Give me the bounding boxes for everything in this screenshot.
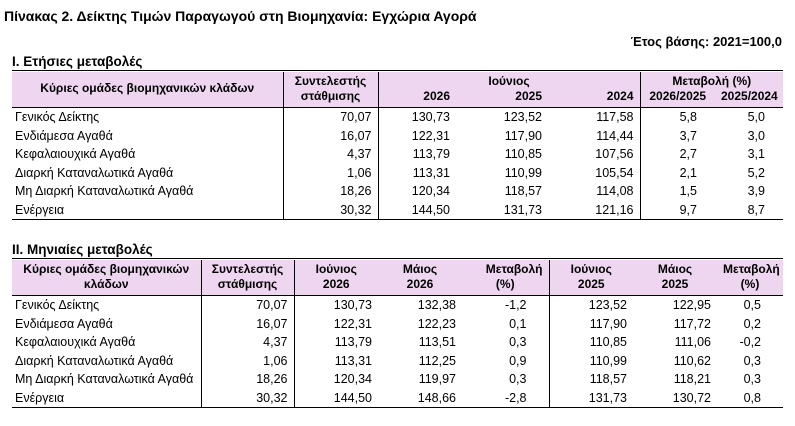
col-header-change: Μεταβολή (%) [640, 72, 783, 89]
change-cell: 0,2 [743, 316, 761, 331]
col-header-group: Κύριες ομάδες βιομηχανικών κλάδων [12, 72, 283, 108]
change-cell: 0,9 [509, 353, 527, 368]
table-row [12, 370, 783, 389]
table-row [12, 389, 783, 408]
index-cell: 118,57 [504, 184, 542, 198]
table-row [12, 352, 783, 371]
change-cell: 8,7 [715, 201, 783, 220]
index-cell: 114,44 [596, 128, 634, 143]
index-cell: 131,73 [456, 201, 548, 220]
index-cell: 144,50 [294, 389, 378, 408]
monthly-header-row-1 [12, 260, 783, 277]
annual-top-rule [12, 70, 783, 71]
index-cell: 123,52 [549, 296, 633, 315]
row-label: Ενέργεια [12, 389, 201, 408]
change-cell: -2,8 [462, 389, 549, 408]
annual-table [12, 72, 783, 220]
change-cell: 0,1 [509, 316, 527, 331]
index-cell: 110,99 [549, 352, 633, 371]
col-header-change-period: 2026/2025 [640, 89, 715, 108]
col-header-may: Μάιος [633, 260, 717, 277]
change-cell: 0,3 [743, 353, 761, 368]
col-header-weight: Συντελεστής [201, 260, 294, 277]
weight-cell: 18,26 [201, 370, 294, 389]
col-header-year: 2025 [549, 277, 633, 296]
index-cell: 112,25 [418, 353, 456, 368]
index-cell: 119,97 [418, 372, 456, 386]
col-header-may: Μάιος [378, 260, 462, 277]
weight-cell: 1,06 [283, 164, 378, 183]
row-label: Ενδιάμεσα Αγαθά [15, 128, 113, 143]
annual-section-heading: I. Ετήσιες μεταβολές [12, 54, 143, 69]
index-cell: 120,34 [378, 182, 456, 201]
table-row [12, 127, 783, 146]
index-cell: 122,31 [378, 127, 456, 146]
col-header-year: 2025 [456, 89, 548, 108]
index-cell: 105,54 [595, 165, 634, 180]
base-year-note: Έτος βάσης: 2021=100,0 [630, 34, 782, 49]
change-cell: 5,2 [747, 165, 765, 180]
table-row [12, 315, 783, 334]
index-cell: 123,52 [503, 110, 542, 124]
change-cell: 3,0 [747, 128, 765, 143]
monthly-section-heading: II. Μηνιαίες μεταβολές [12, 242, 153, 257]
change-cell: 5,0 [747, 110, 765, 124]
annual-header-row-1 [12, 72, 783, 89]
weight-cell: 30,32 [201, 389, 294, 408]
weight-cell: 4,37 [283, 145, 378, 164]
index-cell: 120,34 [294, 370, 378, 389]
index-cell: 113,79 [378, 145, 456, 164]
index-cell: 113,79 [294, 333, 378, 352]
table-row [12, 108, 783, 127]
table-row [12, 164, 783, 183]
change-cell: -1,2 [504, 298, 527, 312]
col-header-june: Ιούνιος [294, 260, 378, 277]
weight-cell: 70,07 [283, 108, 378, 127]
row-label: Ενδιάμεσα Αγαθά [15, 316, 113, 331]
weight-cell: 18,26 [283, 182, 378, 201]
col-header-pct: (%) [717, 277, 783, 296]
index-cell: 113,31 [294, 352, 378, 371]
row-label: Ενέργεια [12, 201, 283, 220]
monthly-header-row-2 [12, 277, 783, 296]
index-cell: 130,72 [633, 389, 717, 408]
change-cell: 3,1 [747, 147, 765, 161]
row-label: Μη Διαρκή Καταναλωτικά Αγαθά [15, 184, 194, 198]
row-label: Μη Διαρκή Καταναλωτικά Αγαθά [15, 372, 194, 386]
index-cell: 122,23 [417, 316, 456, 331]
col-header-year: 2025 [633, 277, 717, 296]
change-cell: 0,3 [743, 372, 761, 386]
col-header-june: Ιούνιος [378, 72, 640, 89]
index-cell: 110,62 [673, 353, 711, 368]
table-row [12, 333, 783, 352]
col-header-weight-2: στάθμισης [201, 277, 294, 296]
table-row [12, 145, 783, 164]
index-cell: 117,72 [673, 316, 711, 331]
change-cell: 5,8 [640, 108, 715, 127]
index-cell: 130,73 [294, 296, 378, 315]
change-cell: 1,5 [640, 182, 715, 201]
index-cell: 144,50 [378, 201, 456, 220]
index-cell: 118,21 [673, 372, 711, 386]
col-header-group: Κύριες ομάδες βιομηχανικών [12, 260, 201, 277]
monthly-table [12, 260, 783, 408]
weight-cell: 70,07 [201, 296, 294, 315]
change-cell: 2,1 [640, 164, 715, 183]
col-header-weight: Συντελεστής [283, 72, 378, 89]
change-cell: 3,9 [747, 184, 765, 198]
table-row [12, 182, 783, 201]
index-cell: 132,38 [417, 298, 456, 312]
row-label: Διαρκή Καταναλωτικά Αγαθά [15, 165, 174, 180]
col-header-year: 2026 [294, 277, 378, 296]
index-cell: 122,31 [294, 315, 378, 334]
index-cell: 110,85 [504, 147, 542, 161]
weight-cell: 1,06 [201, 352, 294, 371]
index-cell: 107,56 [595, 147, 634, 161]
change-cell: 0,3 [509, 335, 527, 349]
row-label: Κεφαλαιουχικά Αγαθά [15, 147, 136, 161]
col-header-change-period: 2025/2024 [715, 89, 783, 108]
col-header-change: Μεταβολή [717, 260, 783, 277]
index-cell: 118,57 [549, 370, 633, 389]
row-label: Διαρκή Καταναλωτικά Αγαθά [15, 353, 174, 368]
index-cell: 117,58 [596, 110, 634, 124]
index-cell: 148,66 [378, 389, 462, 408]
index-cell: 117,90 [549, 315, 633, 334]
table-row [12, 201, 783, 220]
index-cell: 110,99 [504, 165, 542, 180]
row-label: Γενικός Δείκτης [15, 110, 100, 124]
col-header-year: 2026 [378, 277, 462, 296]
index-cell: 110,85 [549, 333, 633, 352]
weight-cell: 4,37 [201, 333, 294, 352]
col-header-change: Μεταβολή [462, 260, 549, 277]
table-title: Πίνακας 2. Δείκτης Τιμών Παραγωγού στη Βιομηχανία: Εγχώρια Αγορά [4, 8, 477, 24]
change-cell: 0,3 [509, 372, 527, 386]
row-label: Κεφαλαιουχικά Αγαθά [15, 335, 136, 349]
index-cell: 131,73 [549, 389, 633, 408]
col-header-june: Ιούνιος [549, 260, 633, 277]
weight-cell: 30,32 [283, 201, 378, 220]
change-cell: 0,5 [743, 298, 761, 312]
col-header-year: 2026 [378, 89, 456, 108]
monthly-top-rule [12, 258, 783, 259]
col-header-year: 2024 [548, 89, 640, 108]
index-cell: 122,95 [672, 298, 711, 312]
index-cell: 117,90 [504, 128, 542, 143]
col-header-pct: (%) [462, 277, 549, 296]
col-header-weight-2: στάθμισης [283, 89, 378, 108]
change-cell: -0,2 [739, 335, 761, 349]
weight-cell: 16,07 [283, 127, 378, 146]
change-cell: 2,7 [640, 145, 715, 164]
index-cell: 114,08 [596, 184, 634, 198]
change-cell: 0,8 [717, 389, 783, 408]
change-cell: 9,7 [640, 201, 715, 220]
col-header-group-2: κλάδων [12, 277, 201, 296]
index-cell: 113,31 [378, 164, 456, 183]
index-cell: 121,16 [548, 201, 640, 220]
change-cell: 3,7 [640, 127, 715, 146]
index-cell: 113,51 [418, 335, 456, 349]
weight-cell: 16,07 [201, 315, 294, 334]
row-label: Γενικός Δείκτης [15, 298, 100, 312]
index-cell: 130,73 [378, 108, 456, 127]
index-cell: 111,06 [674, 335, 711, 349]
table-row [12, 296, 783, 315]
